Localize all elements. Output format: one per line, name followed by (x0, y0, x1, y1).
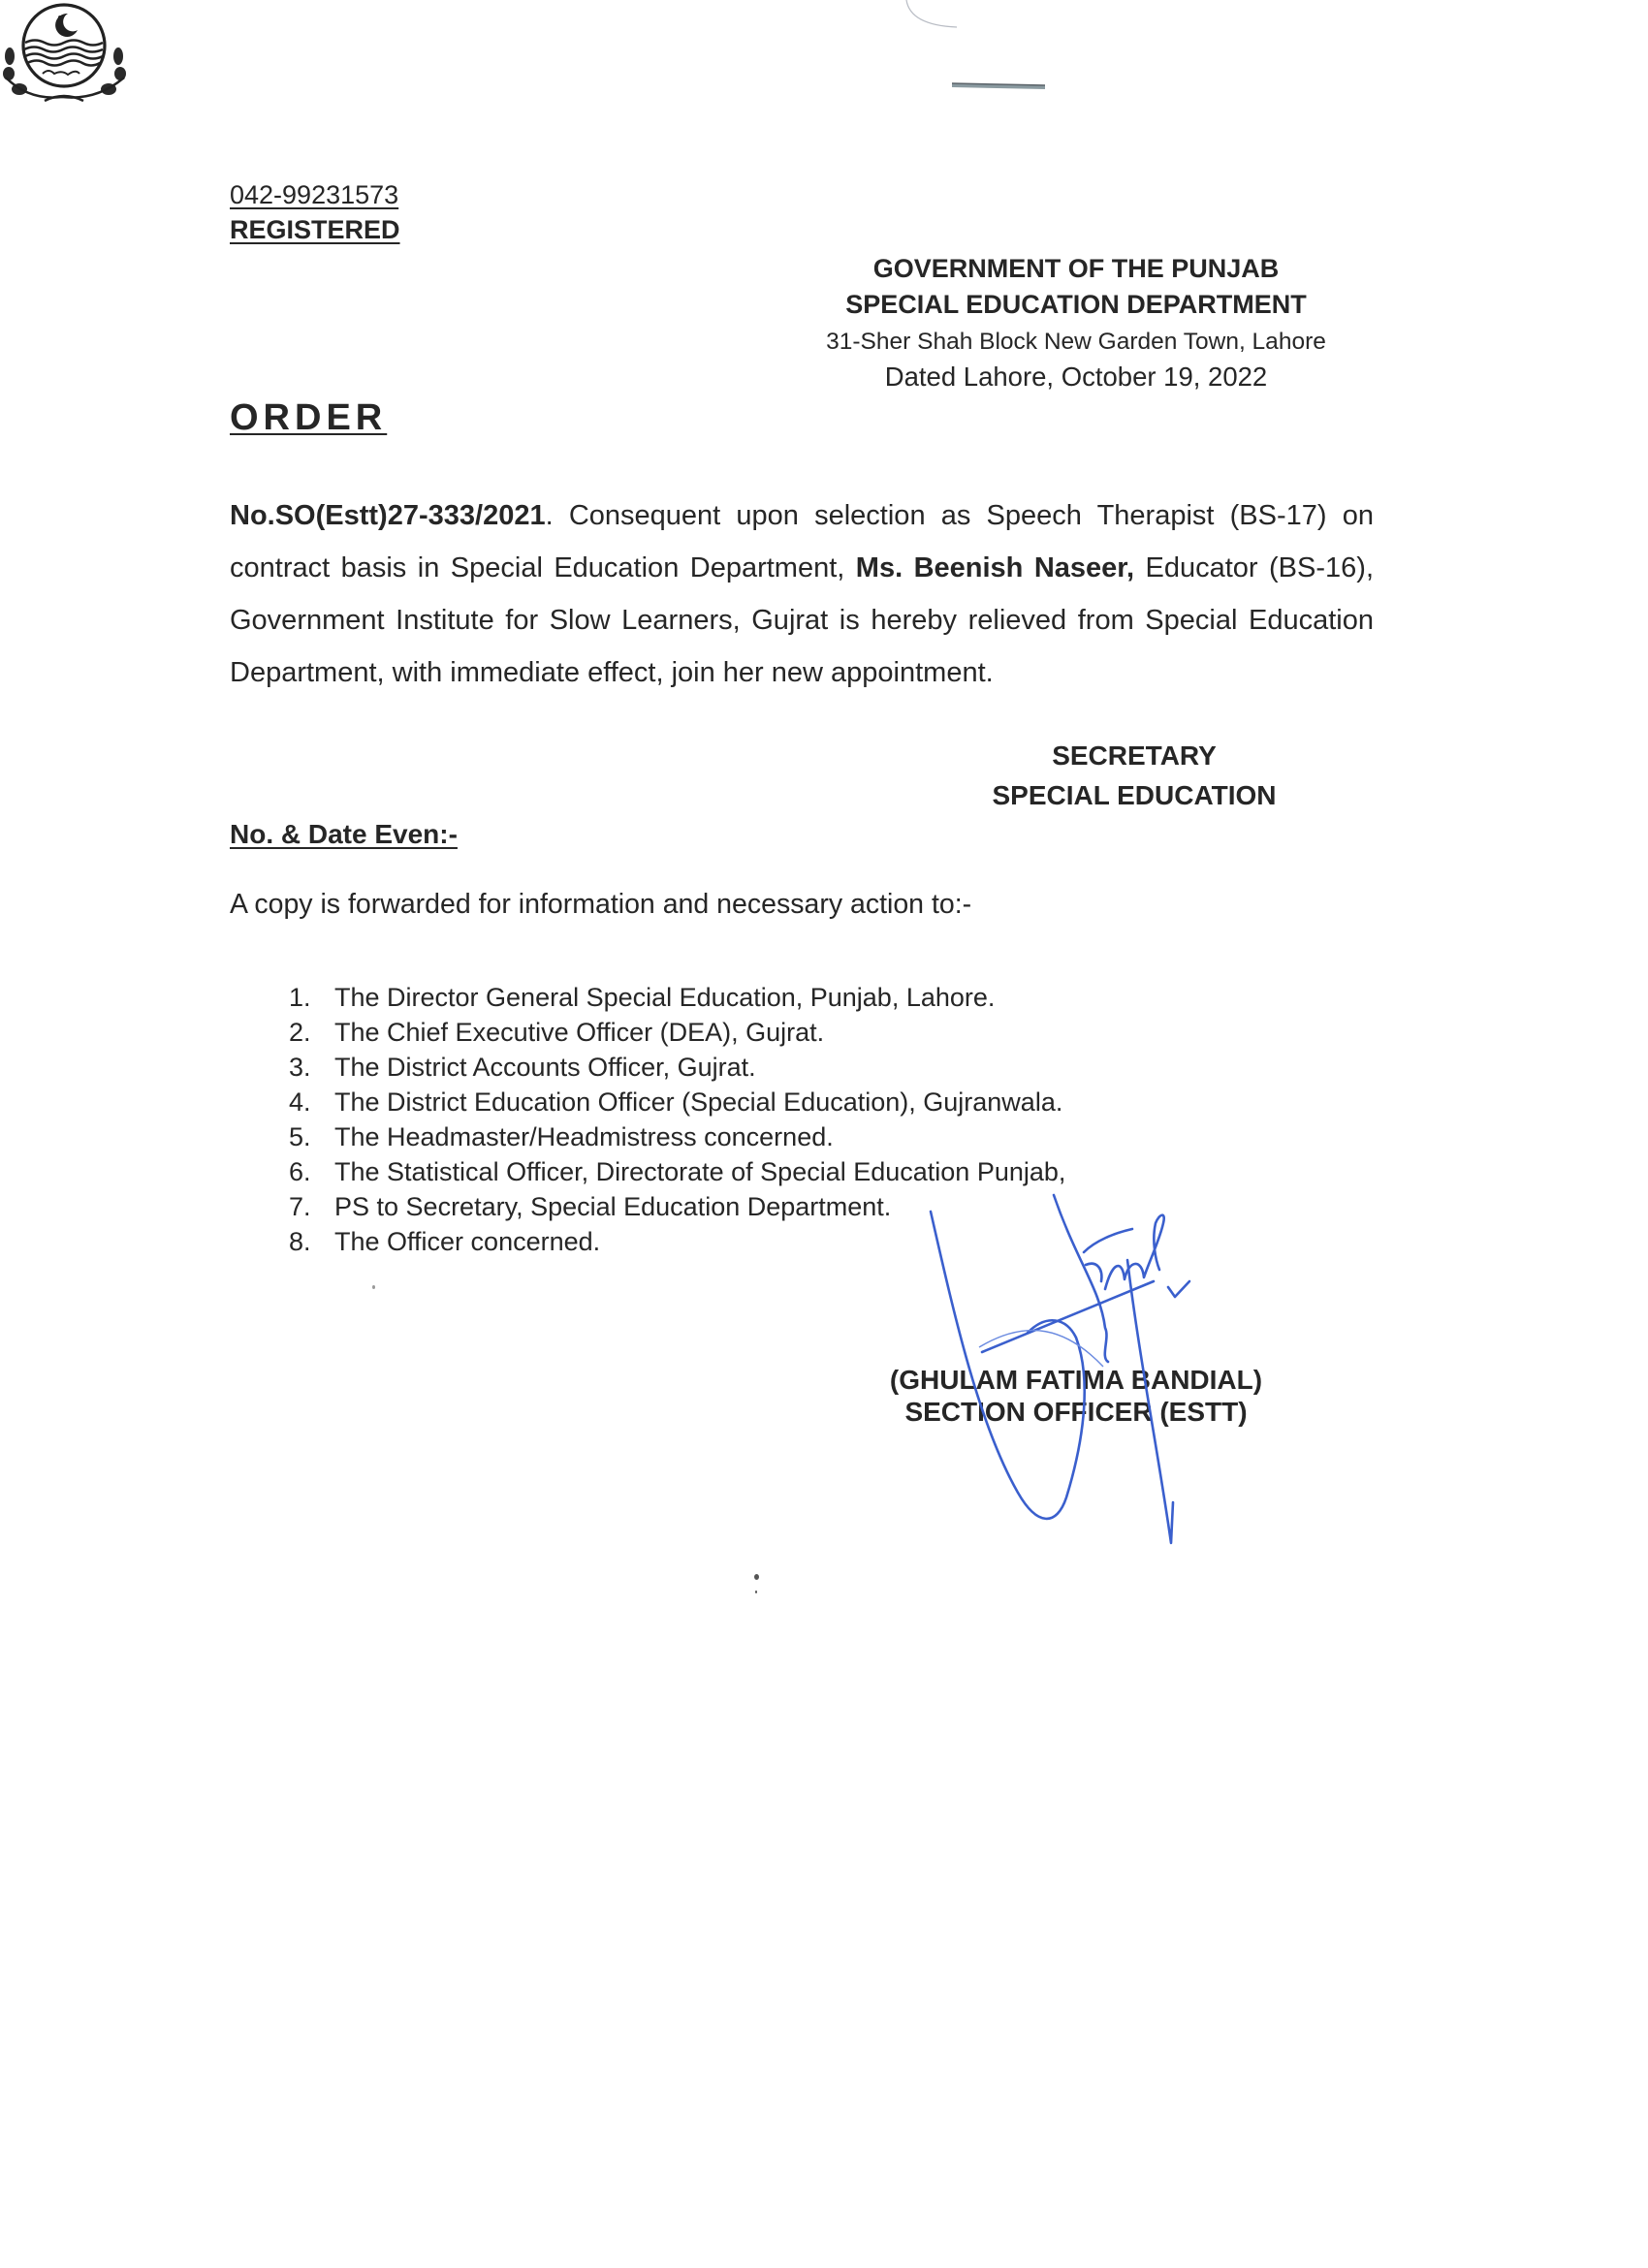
list-item-number: 5. (289, 1122, 311, 1151)
list-item-number: 2. (289, 1018, 311, 1047)
department-address: 31-Sher Shah Block New Garden Town, Lahore (826, 329, 1326, 355)
list-item-text: The Director General Special Education, Punjab, Lahore. (334, 983, 996, 1012)
government-heading: GOVERNMENT OF THE PUNJAB (872, 254, 1280, 283)
order-body (230, 489, 1374, 699)
list-item-text: PS to Secretary, Special Education Department. (334, 1192, 892, 1221)
registered-label: REGISTERED (230, 215, 400, 244)
reference-number: No.SO(Estt)27-333/2021 (230, 500, 546, 531)
order-text-part2: Educator (BS-16), Government Institute for Slow Learners, Gujrat is hereby relieved from Special Education Department, with immediate effect, join her new appointment. (230, 552, 1374, 688)
list-item-text: The District Accounts Officer, Gujrat. (334, 1053, 756, 1082)
dated-line: Dated Lahore, October 19, 2022 (884, 362, 1268, 392)
scan-speck (755, 1591, 757, 1593)
list-item-number: 8. (289, 1227, 311, 1256)
phone-number: 042-99231573 (230, 180, 399, 209)
order-title: ORDER (230, 397, 388, 438)
list-item-number: 7. (289, 1192, 311, 1221)
issuer-title: SECRETARY (1052, 740, 1217, 771)
person-name: Ms. Beenish Naseer, (855, 552, 1135, 583)
scan-artifact-arc (897, 0, 974, 33)
list-item-text: The Chief Executive Officer (DEA), Gujrat. (334, 1018, 825, 1047)
scan-speck (372, 1285, 375, 1289)
list-item-text: The District Education Officer (Special Education), Gujranwala. (334, 1087, 1063, 1117)
punjab-emblem-icon (0, 0, 130, 109)
list-item-number: 4. (289, 1087, 311, 1117)
list-item-text: The Headmaster/Headmistress concerned. (334, 1122, 834, 1151)
list-item-text: The Statistical Officer, Directorate of Special Education Punjab, (334, 1157, 1066, 1186)
list-item-number: 6. (289, 1157, 311, 1186)
list-item (289, 1015, 1065, 1050)
issuer-department: SPECIAL EDUCATION (992, 780, 1277, 810)
endorsement-intro: A copy is forwarded for information and necessary action to:- (230, 889, 972, 920)
list-item (289, 1119, 1065, 1154)
list-item (289, 1050, 1065, 1085)
list-item-number: 3. (289, 1053, 311, 1082)
list-item-text: The Officer concerned. (334, 1227, 601, 1256)
order-text-part1: . Consequent upon selection as Speech Therapist (BS-17) on contract basis in Special Education Department, (230, 500, 1374, 583)
staple-mark (950, 81, 1047, 90)
list-item-number: 1. (289, 983, 311, 1012)
department-heading: SPECIAL EDUCATION DEPARTMENT (845, 290, 1307, 319)
signatory-designation: SECTION OFFICER (ESTT) (904, 1397, 1248, 1427)
list-item (289, 1085, 1065, 1119)
signatory-name: (GHULAM FATIMA BANDIAL) (889, 1365, 1263, 1395)
endorsement-heading: No. & Date Even:- (230, 819, 458, 849)
list-item (289, 980, 1065, 1015)
scan-speck (754, 1574, 759, 1580)
handwritten-signature (872, 1182, 1241, 1560)
